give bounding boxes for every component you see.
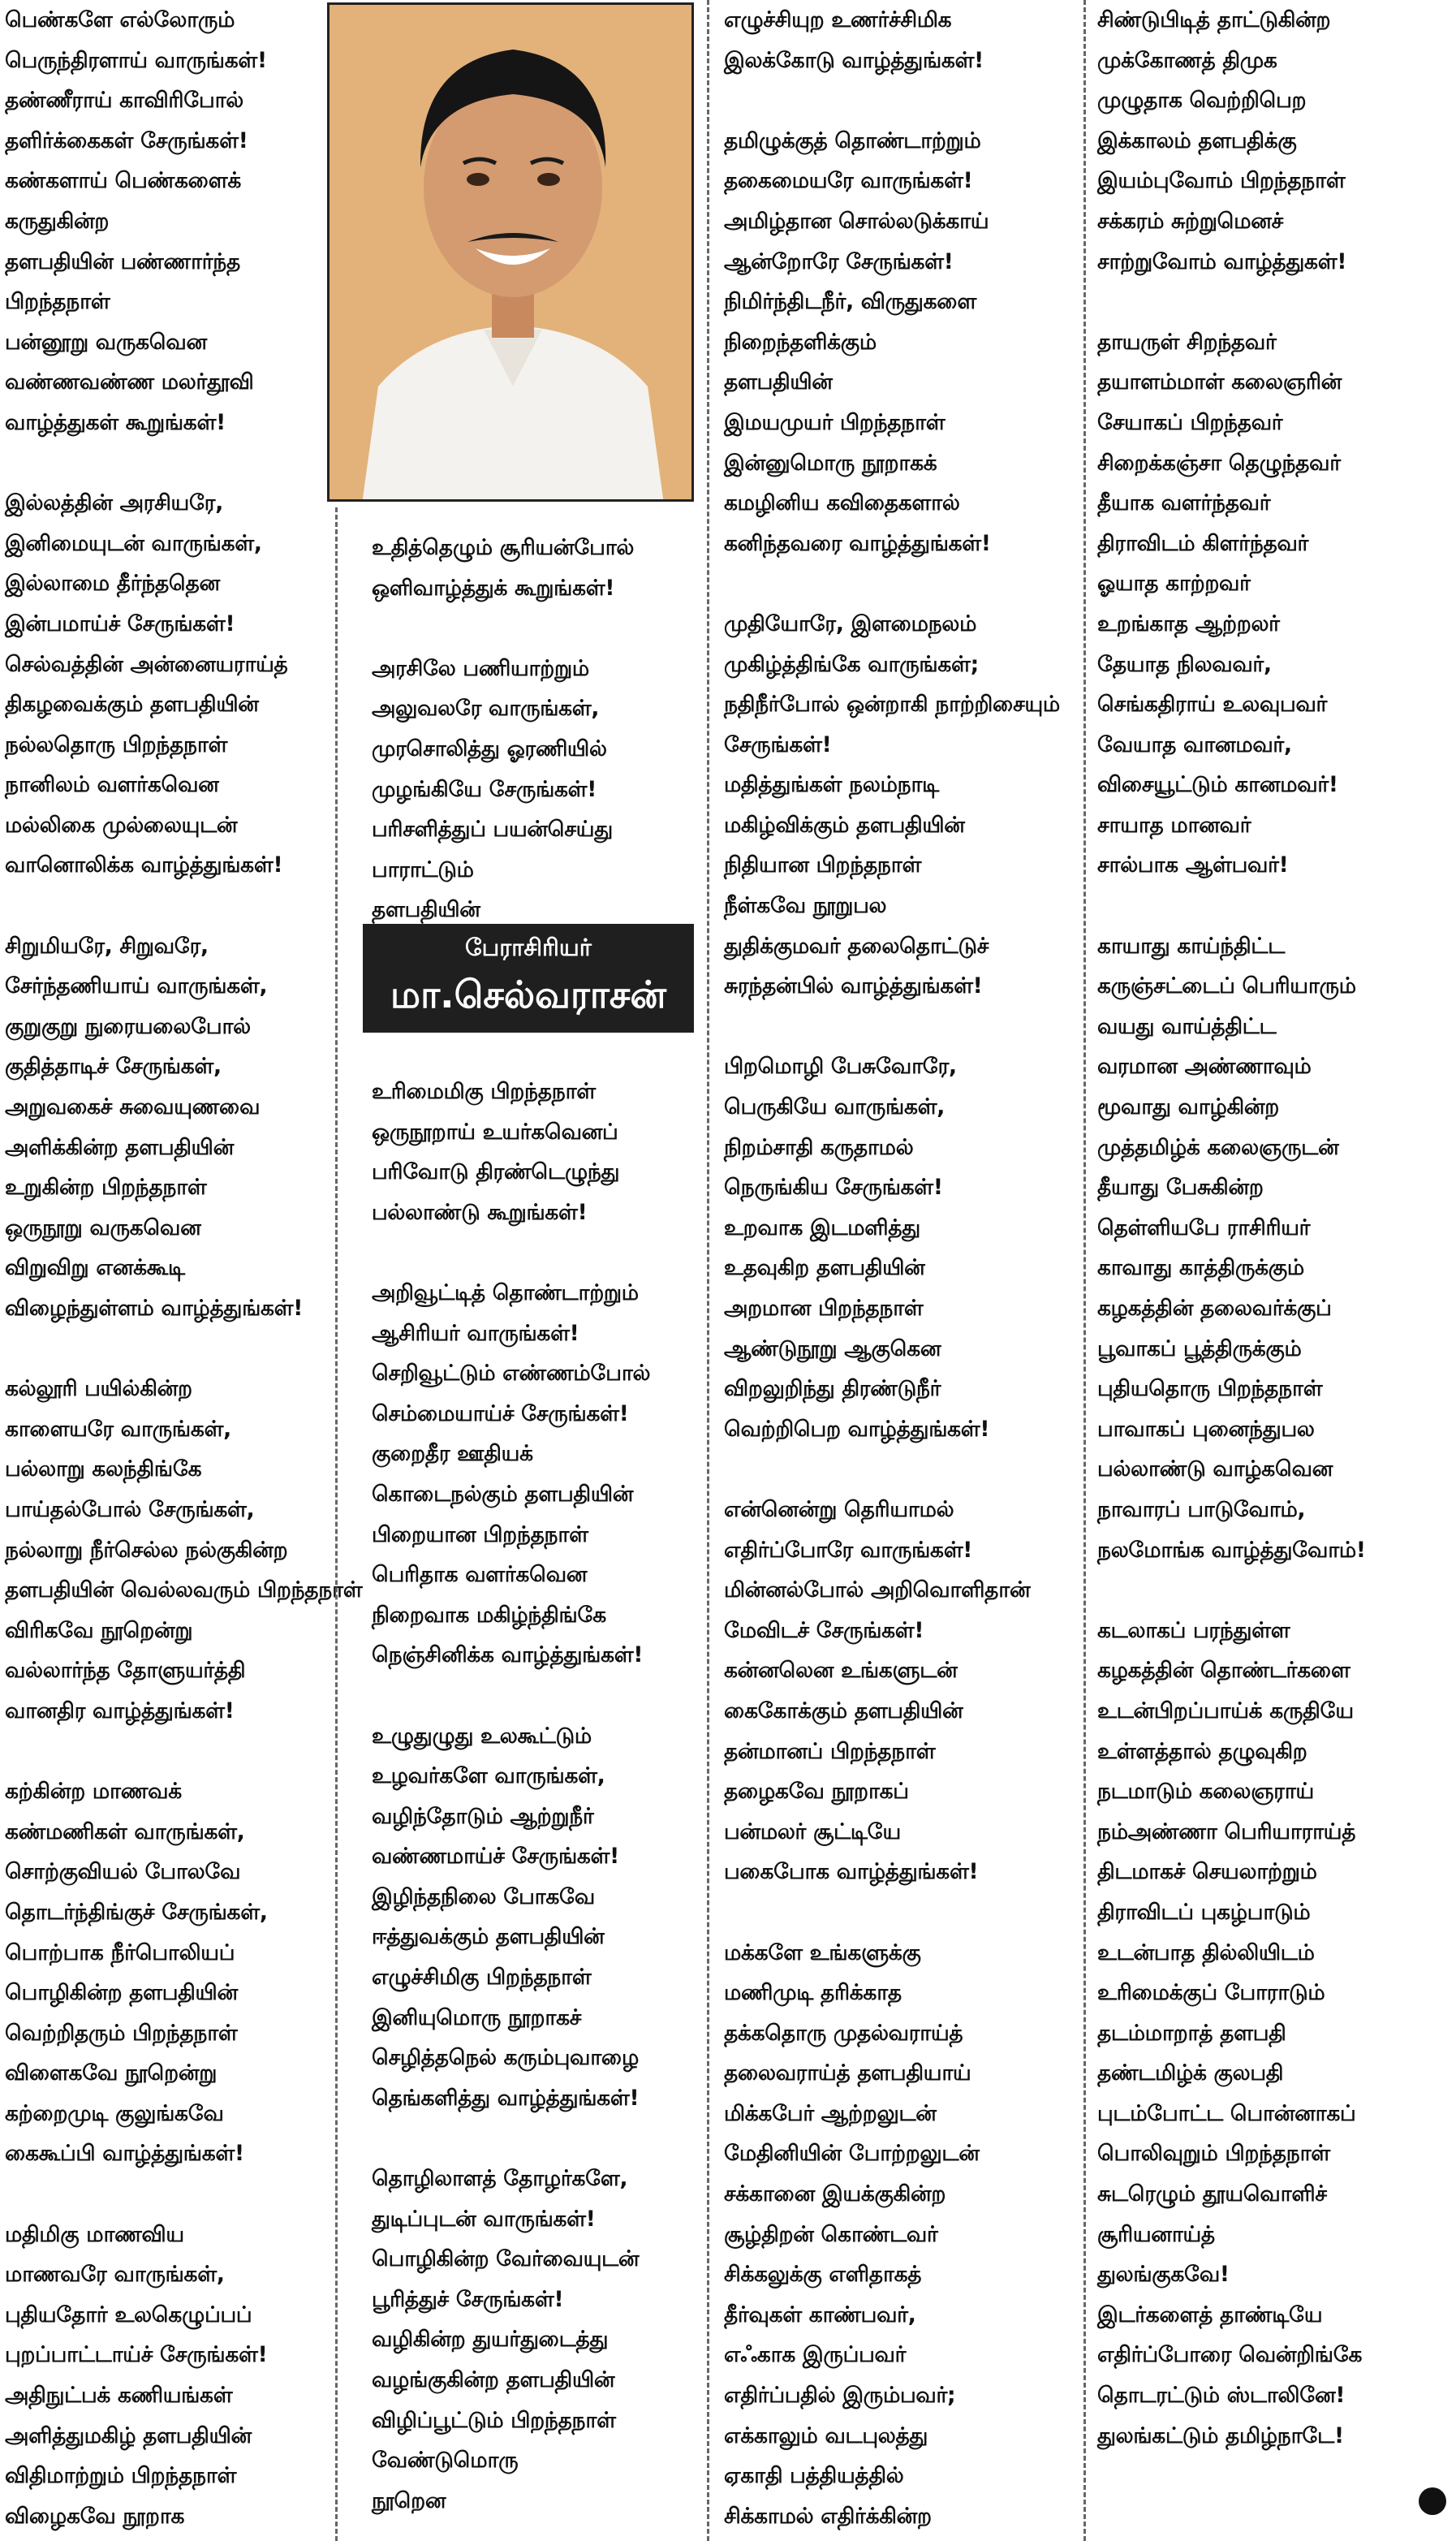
poem-line: சிறுமியரே, சிறுவரே, [5, 933, 209, 959]
poem-line: அதிநுட்பக் கணியங்கள் [5, 2383, 233, 2409]
poem-line: தயாளம்மாள் கலைஞரின் [1097, 369, 1342, 395]
poem-line: இன்பமாய்ச் சேருங்கள்! [5, 610, 235, 636]
poem-line: கழகத்தின் தலைவர்க்குப் [1097, 1296, 1332, 1321]
poem-line: எக்காலும் வடபுலத்து [724, 2422, 928, 2448]
stanza [1097, 322, 1446, 886]
poem-line: வல்லார்ந்த தோளுயர்த்தி [5, 1658, 246, 1684]
poem-line: வாழ்த்துகள் கூறுங்கள்! [5, 409, 226, 435]
stanza [1097, 1611, 1446, 2456]
stanza [372, 649, 721, 930]
poem-line: எதிர்ப்போரே வாருங்கள்! [724, 1537, 973, 1563]
poem-line: இன்னுமொரு நூறாகக் [724, 450, 937, 476]
stanza [724, 1490, 1073, 1892]
stanza [724, 604, 1073, 1007]
poem-line: செல்வத்தின் அன்னையராய்த் [5, 651, 288, 677]
poem-line: பகைபோக வாழ்த்துங்கள்! [724, 1859, 979, 1885]
column-divider [335, 507, 338, 2541]
poem-line: சூரியனாய்த் [1097, 2221, 1215, 2247]
poem-line: தளிர்க்கைகள் சேருங்கள்! [5, 127, 248, 153]
poem-line: நூறென [372, 2487, 446, 2513]
poem-line: முத்தமிழ்க் கலைஞருடன் [1097, 1134, 1339, 1160]
poem-line: நெஞ்சினிக்க வாழ்த்துங்கள்! [372, 1642, 644, 1668]
poem-line: பிறந்தநாள் [5, 289, 110, 315]
poem-line: செழித்தநெல் கரும்புவாழை [372, 2045, 640, 2071]
poem-line: தீயாக வளர்ந்தவர் [1097, 490, 1271, 516]
poem-line: கண்களாய் பெண்களைக் [5, 168, 241, 194]
poem-line: சால்பாக ஆள்பவர்! [1097, 852, 1289, 878]
poem-line: தளபதியின் வெல்லவரும் பிறந்தநாள் [5, 1577, 363, 1603]
poem-line: புதியதொரு பிறந்தநாள் [1097, 1376, 1323, 1402]
poem-line: பொழிகின்ற தளபதியின் [5, 1980, 238, 2006]
poem-line: விழிப்பூட்டும் பிறந்தநாள் [372, 2407, 616, 2433]
poem-line: தாயருள் சிறந்தவர் [1097, 329, 1277, 355]
poem-line: சேர்ந்தணியாய் வாருங்கள், [5, 973, 268, 999]
poem-line: பரிவோடு திரண்டெழுந்து [372, 1159, 620, 1185]
poem-line: தண்டமிழ்க் குலபதி [1097, 2060, 1284, 2086]
poem-column-2-top [372, 528, 721, 930]
poem-line: சேருங்கள்! [724, 731, 832, 757]
poem-line: சாயாத மானவர் [1097, 812, 1251, 838]
poem-line: கருஞ்சட்டைப் பெரியாரும் [1097, 973, 1356, 999]
poem-line: வண்ணவண்ண மலர்தூவி [5, 369, 254, 395]
poem-line: ஒருநூறாய் உயர்கவெனப் [372, 1119, 618, 1145]
poem-line: விழைகவே நூறாக [5, 2503, 185, 2529]
poem-line: மேதினியின் போற்றலுடன் [724, 2141, 980, 2167]
poem-line: வெற்றிபெற வாழ்த்துங்கள்! [724, 1416, 990, 1442]
poem-line: பெருந்திரளாய் வாருங்கள்! [5, 47, 267, 73]
poem-line: நெருங்கிய சேருங்கள்! [724, 1175, 943, 1201]
poem-line: உழுதுழுது உலகூட்டும் [372, 1723, 592, 1749]
poem-line: பன்மலர் சூட்டியே [724, 1818, 901, 1844]
poem-line: மல்லிகை முல்லையுடன் [5, 812, 238, 838]
poem-line: மதித்துங்கள் நலம்நாடி [724, 772, 939, 798]
poem-line: விரிகவே நூறென்று [5, 1617, 193, 1643]
poem-line: சக்கானை இயக்குகின்ற [724, 2181, 946, 2207]
portrait-photo [327, 2, 694, 502]
poem-line: உள்ளத்தால் தழுவுகிற [1097, 1738, 1307, 1764]
poem-line: திராவிடம் கிளர்ந்தவர் [1097, 530, 1309, 556]
stanza [5, 1771, 354, 2174]
poem-line: பூவாகப் பூத்திருக்கும் [1097, 1335, 1302, 1361]
poem-line: வெற்றிதரும் பிறந்தநாள் [5, 2020, 238, 2046]
poem-line: பூரித்துச் சேருங்கள்! [372, 2286, 564, 2312]
poem-line: விசையூட்டும் கானமவர்! [1097, 772, 1338, 798]
poem-line: நிமிர்ந்திடநீர், விருதுகளை [724, 289, 976, 315]
poem-line: புதியதோர் உலகெழுப்பப் [5, 2302, 252, 2327]
poem-line: ஈத்துவக்கும் தளபதியின் [372, 1924, 605, 1950]
end-mark-dot [1419, 2487, 1446, 2515]
poem-line: புடம்போட்ட பொன்னாகப் [1097, 2100, 1356, 2126]
stanza [5, 926, 354, 1329]
stanza [724, 1046, 1073, 1449]
poem-line: காளையரே வாருங்கள், [5, 1416, 231, 1442]
poem-line: வானொலிக்க வாழ்த்துங்கள்! [5, 852, 283, 878]
poem-line: இயம்புவோம் பிறந்தநாள் [1097, 168, 1346, 194]
poem-line: நலமோங்க வாழ்த்துவோம்! [1097, 1537, 1366, 1563]
poem-line: பல்லாறு கலந்திங்கே [5, 1456, 202, 1482]
poem-line: விளைகவே நூறென்று [5, 2060, 218, 2086]
poem-line: தீயாது பேசுகின்ற [1097, 1175, 1264, 1201]
poem-line: துதிக்குமவர் தலைதொட்டுச் [724, 933, 989, 959]
poem-line: தீர்வுகள் காண்பவர், [724, 2302, 916, 2327]
poem-line: ஓயாத காற்றவர் [1097, 571, 1251, 597]
poem-column-4 [1097, 0, 1446, 2456]
poem-line: அளித்துமகிழ் தளபதியின் [5, 2422, 252, 2448]
poem-line: காவாது காத்திருக்கும் [1097, 1255, 1304, 1281]
poem-line: நல்லாறு நீர்செல்ல நல்குகின்ற [5, 1537, 288, 1563]
poem-line: கற்கின்ற மாணவக் [5, 1779, 182, 1805]
poem-line: கைகோக்கும் தளபதியின் [724, 1698, 963, 1723]
poem-line: வண்ணமாய்ச் சேருங்கள்! [372, 1844, 619, 1870]
stanza [372, 2159, 721, 2521]
poem-line: பன்னூறு வருகவென [5, 329, 207, 355]
poem-line: மிக்கபேர் ஆற்றலுடன் [724, 2100, 937, 2126]
poem-line: சாற்றுவோம் வாழ்த்துகள்! [1097, 248, 1347, 274]
poem-line: மேவிடச் சேருங்கள்! [724, 1617, 924, 1643]
poem-line: தன்மானப் பிறந்தநாள் [724, 1738, 936, 1764]
poem-line: நாவாரப் பாடுவோம், [1097, 1496, 1306, 1522]
poem-line: மூவாது வாழ்கின்ற [1097, 1094, 1280, 1120]
poem-line: உரிமைக்குப் போராடும் [1097, 1980, 1325, 2006]
poem-line: உறுகின்ற பிறந்தநாள் [5, 1175, 207, 1201]
stanza [372, 1273, 721, 1676]
column-divider [1083, 0, 1086, 2541]
poem-line: குறுகுறு நுரையலைபோல் [5, 1013, 251, 1039]
author-name: மா.செல்வராசன் [390, 973, 666, 1016]
poem-line: உடன்பாத தில்லியிடம் [1097, 1939, 1315, 1965]
poem-line: உறங்காத ஆற்றலர் [1097, 610, 1280, 636]
poem-line: முரசொலித்து ஓரணியில் [372, 736, 607, 761]
poem-line: சிக்காமல் எதிர்க்கின்ற [724, 2503, 932, 2529]
poem-line: பெண்களே எல்லோரும் [5, 7, 235, 32]
poem-line: கைகூப்பி வாழ்த்துங்கள்! [5, 2141, 244, 2167]
poem-line: பாய்தல்போல் சேருங்கள், [5, 1496, 255, 1522]
poem-line: இடர்களைத் தாண்டியே [1097, 2302, 1323, 2327]
poem-line: ஒளிவாழ்த்துக் கூறுங்கள்! [372, 575, 615, 601]
poem-line: நம்அண்ணா பெரியாராய்த் [1097, 1818, 1356, 1844]
poem-line: பாராட்டும் [372, 856, 474, 882]
poem-line: எஃகாக இருப்பவர் [724, 2342, 907, 2368]
poem-line: இமயமுயர் பிறந்தநாள் [724, 409, 946, 435]
poem-line: தண்ணீராய் காவிரிபோல் [5, 88, 243, 114]
poem-line: அமிழ்தான சொல்லடுக்காய் [724, 208, 989, 234]
poem-line: ஒருநூறு வருகவென [5, 1214, 201, 1240]
poem-line: காயாது காய்ந்திட்ட [1097, 933, 1285, 959]
poem-line: புறப்பாட்டாய்ச் சேருங்கள்! [5, 2342, 268, 2368]
poem-line: துடிப்புடன் வாருங்கள்! [372, 2206, 596, 2232]
poem-line: தகைமையரே வாருங்கள்! [724, 168, 973, 194]
poem-line: உடன்பிறப்பாய்க் கருதியே [1097, 1698, 1354, 1723]
poem-line: விதிமாற்றும் பிறந்தநாள் [5, 2463, 237, 2489]
poem-line: மகிழ்விக்கும் தளபதியின் [724, 812, 965, 838]
stanza [1097, 926, 1446, 1571]
poem-line: வரமான அண்ணாவும் [1097, 1054, 1312, 1080]
stanza [372, 1072, 721, 1232]
poem-line: என்னென்று தெரியாமல் [724, 1496, 954, 1522]
stanza [724, 0, 1073, 80]
stanza [372, 1716, 721, 2119]
poem-line: தழைகவே நூறாகப் [724, 1779, 909, 1805]
stanza [1097, 0, 1446, 282]
poem-line: செம்மையாய்ச் சேருங்கள்! [372, 1400, 629, 1426]
poem-line: எழுச்சியுற உணர்ச்சிமிக [724, 7, 952, 32]
poem-line: திடமாகச் செயலாற்றும் [1097, 1859, 1317, 1885]
poem-line: முகிழ்த்திங்கே வாருங்கள்; [724, 651, 979, 677]
poem-line: பிறமொழி பேசுவோரே, [724, 1054, 957, 1080]
poem-line: விறலுறிந்து திரண்டுநீர் [724, 1376, 941, 1402]
poem-line: வேண்டுமொரு [372, 2448, 519, 2474]
poem-line: சேயாகப் பிறந்தவர் [1097, 409, 1283, 435]
poem-line: தெங்களித்து வாழ்த்துங்கள்! [372, 2085, 640, 2111]
poem-line: பெருகியே வாருங்கள், [724, 1094, 945, 1120]
poem-line: ஆண்டுநூறு ஆகுகென [724, 1335, 941, 1361]
poem-line: தமிழுக்குத் தொண்டாற்றும் [724, 127, 981, 153]
poem-line: சிக்கலுக்கு எளிதாகத் [724, 2262, 922, 2288]
poem-line: உழவர்களே வாருங்கள், [372, 1763, 605, 1789]
poem-line: நிறைந்தளிக்கும் [724, 329, 877, 355]
poem-line: அறுவகைச் சுவையுணவை [5, 1094, 261, 1120]
poem-column-1 [5, 0, 363, 2536]
poem-line: கொடைநல்கும் தளபதியின் [372, 1481, 634, 1507]
poem-line: திராவிடப் புகழ்பாடும் [1097, 1899, 1311, 1925]
poem-line: எதிர்ப்போரை வென்றிங்கே [1097, 2342, 1363, 2368]
poem-line: துலங்குகவே! [1097, 2262, 1230, 2288]
poem-line: ஏகாதி பத்தியத்தில் [724, 2463, 904, 2489]
poem-line: தலைவராய்த் தளபதியாய் [724, 2060, 971, 2086]
poem-line: கல்லூரி பயில்கின்ற [5, 1376, 192, 1402]
poem-line: மின்னல்போல் அறிவொளிதான் [724, 1577, 1031, 1603]
poem-line: துலங்கட்டும் தமிழ்நாடே! [1097, 2422, 1344, 2448]
poem-line: விழைந்துள்ளம் வாழ்த்துங்கள்! [5, 1296, 304, 1321]
author-title: பேராசிரியர் [465, 934, 592, 961]
poem-line: மக்களே உங்களுக்கு [724, 1939, 921, 1965]
poem-line: இலக்கோடு வாழ்த்துங்கள்! [724, 47, 984, 73]
poem-line: சக்கரம் சுற்றுமெனச் [1097, 208, 1284, 234]
poem-line: செங்கதிராய் உலவுபவர் [1097, 692, 1328, 718]
stanza [5, 483, 354, 886]
portrait-illustration [330, 5, 694, 502]
poem-line: வயது வாய்த்திட்ட [1097, 1013, 1277, 1039]
poem-line: நடமாடும் கலைஞராய் [1097, 1779, 1314, 1805]
author-box [363, 924, 694, 1033]
poem-line: உரிமைமிகு பிறந்தநாள் [372, 1079, 596, 1104]
poem-line: பொலிவுறும் பிறந்தநாள் [1097, 2141, 1330, 2167]
poem-line: சிண்டுபிடித் தாட்டுகின்ற [1097, 7, 1331, 32]
poem-line: எதிர்ப்பதில் இரும்பவர்; [724, 2383, 956, 2409]
poem-line: நல்லதொரு பிறந்தநாள் [5, 731, 228, 757]
poem-line: நீள்கவே நூறுபல [724, 893, 887, 919]
poem-line: இழிந்தநிலை போகவே [372, 1883, 595, 1909]
poem-line: வேயாத வானமவர், [1097, 731, 1292, 757]
poem-line: திகழவைக்கும் தளபதியின் [5, 692, 259, 718]
poem-line: கடலாகப் பரந்துள்ள [1097, 1617, 1290, 1643]
poem-line: குறைதீர ஊதியக் [372, 1441, 533, 1467]
poem-line: நிறம்சாதி கருதாமல் [724, 1134, 914, 1160]
poem-line: உறவாக இடமளித்து [724, 1214, 920, 1240]
poem-line: பெரிதாக வளர்கவென [372, 1562, 588, 1588]
poem-line: பொற்பாக நீர்பொலியப் [5, 1939, 235, 1965]
poem-line: கமழினிய கவிதைகளால் [724, 490, 960, 516]
poem-line: நிதியான பிறந்தநாள் [724, 852, 922, 878]
poem-line: ஆசிரியர் வாருங்கள்! [372, 1320, 579, 1346]
poem-line: இனியுமொரு நூறாகச் [372, 2004, 582, 2030]
poem-line: கனிந்தவரை வாழ்த்துங்கள்! [724, 530, 991, 556]
poem-line: முக்கோணத் திமுக [1097, 47, 1277, 73]
poem-line: எழுச்சிமிகு பிறந்தநாள் [372, 1965, 592, 1991]
stanza [724, 121, 1073, 564]
poem-column-3 [724, 0, 1073, 2536]
poem-line: தளபதியின் [724, 369, 833, 395]
poem-line: நிறைவாக மகிழ்ந்திங்கே [372, 1602, 606, 1628]
poem-line: சொற்குவியல் போலவே [5, 1859, 241, 1885]
poem-line: மணிமுடி தரிக்காத [724, 1980, 902, 2006]
poem-column-2-bottom [372, 1072, 721, 2521]
poem-line: விறுவிறு எனக்கூடி [5, 1255, 185, 1281]
stanza [724, 1933, 1073, 2537]
poem-line: பொழிகின்ற வேர்வையுடன் [372, 2246, 640, 2272]
poem-line: வழிந்தோடும் ஆற்றுநீர் [372, 1803, 594, 1829]
poem-line: இனிமையுடன் வாருங்கள், [5, 530, 262, 556]
poem-line: கண்மணிகள் வாருங்கள், [5, 1818, 245, 1844]
poem-line: அலுவலரே வாருங்கள், [372, 696, 600, 722]
poem-line: மாணவரே வாருங்கள், [5, 2262, 225, 2288]
poem-line: தடம்மாறாத் தளபதி [1097, 2020, 1286, 2046]
poem-line: கருதுகின்ற [5, 208, 110, 234]
poem-line: உதவுகிற தளபதியின் [724, 1255, 925, 1281]
poem-line: கன்னலென உங்களுடன் [724, 1658, 958, 1684]
poem-line: தெள்ளியபே ராசிரியர் [1097, 1214, 1311, 1240]
poem-line: சுரந்தன்பில் வாழ்த்துங்கள்! [724, 973, 983, 999]
poem-line: சிறைக்கஞ்சா தெழுந்தவர் [1097, 450, 1341, 476]
poem-line: இக்காலம் தளபதிக்கு [1097, 127, 1297, 153]
poem-line: பல்லாண்டு கூறுங்கள்! [372, 1199, 588, 1225]
poem-line: கழகத்தின் தொண்டர்களை [1097, 1658, 1350, 1684]
poem-line: அரசிலே பணியாற்றும் [372, 655, 589, 681]
stanza [5, 0, 354, 443]
poem-line: வழங்குகின்ற தளபதியின் [372, 2367, 615, 2392]
poem-line: இல்லத்தின் அரசியரே, [5, 490, 223, 516]
poem-line: குதித்தாடிச் சேருங்கள், [5, 1054, 222, 1080]
poem-line: முதியோரே, இளமைநலம் [724, 610, 977, 636]
poem-line: சுடரெழும் தூயவொளிச் [1097, 2181, 1327, 2207]
poem-line: பரிசளித்துப் பயன்செய்து [372, 817, 613, 843]
stanza [372, 528, 721, 608]
poem-line: அளிக்கின்ற தளபதியின் [5, 1134, 234, 1160]
poem-line: பிறையான பிறந்தநாள் [372, 1521, 588, 1547]
poem-line: பல்லாண்டு வாழ்கவென [1097, 1456, 1333, 1482]
poem-line: ஆன்றோரே சேருங்கள்! [724, 248, 954, 274]
poem-line: கற்றைமுடி குலுங்கவே [5, 2100, 224, 2126]
poem-line: சூழ்திறன் கொண்டவர் [724, 2221, 938, 2247]
column-divider [707, 0, 709, 2541]
poem-line: தக்கதொரு முதல்வராய்த் [724, 2020, 963, 2046]
poem-line: நதிநீர்போல் ஒன்றாகி நாற்றிசையும் [724, 692, 1060, 718]
poem-line: தொடர்ந்திங்குச் சேருங்கள், [5, 1899, 268, 1925]
poem-line: தளபதியின் பண்ணார்ந்த [5, 248, 240, 274]
poem-line: தளபதியின் [372, 897, 480, 923]
poem-line: அறிவூட்டித் தொண்டாற்றும் [372, 1279, 639, 1305]
poem-line: மதிமிகு மாணவிய [5, 2221, 184, 2247]
stanza [5, 2215, 354, 2537]
poem-line: செறிவூட்டும் எண்ணம்போல் [372, 1361, 651, 1387]
poem-line: உதித்தெழும் சூரியன்போல் [372, 535, 635, 560]
poem-line: தொழிலாளத் தோழர்களே, [372, 2166, 628, 2192]
poem-line: வானதிர வாழ்த்துங்கள்! [5, 1698, 235, 1723]
poem-line: பாவாகப் புனைந்துபல [1097, 1416, 1315, 1442]
poem-line: நானிலம் வளர்கவென [5, 772, 219, 798]
stanza [5, 1369, 363, 1731]
poem-line: அறமான பிறந்தநாள் [724, 1296, 924, 1321]
poem-line: முழுதாக வெற்றிபெற [1097, 88, 1307, 114]
poem-line: தொடரட்டும் ஸ்டாலினே! [1097, 2383, 1346, 2409]
poem-line: தேயாத நிலவவர், [1097, 651, 1272, 677]
poem-line: வழிகின்ற துயர்துடைத்து [372, 2327, 609, 2353]
poem-line: இல்லாமை தீர்ந்ததென [5, 571, 220, 597]
poem-line: முழங்கியே சேருங்கள்! [372, 776, 597, 802]
